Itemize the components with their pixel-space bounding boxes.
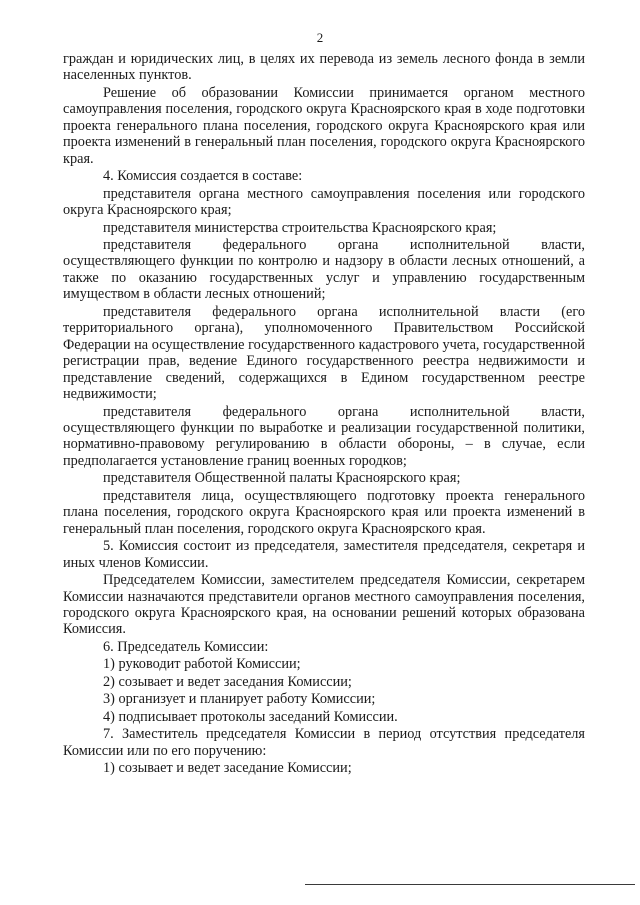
paragraph: 5. Комиссия состоит из председателя, заместителя председателя, секретаря и иных членов Комиссии. bbox=[63, 538, 585, 571]
paragraph: представителя министерства строительства Красноярского края; bbox=[103, 219, 497, 236]
paragraph: 4. Комиссия создается в составе: bbox=[103, 168, 303, 185]
paragraph: представителя федерального органа исполнительной власти, осуществляющего функции по контролю и надзору в области лесных отношений, а также по оказанию государственных услуг и управлению государственным имуществом в области лесных отношений; bbox=[63, 236, 585, 303]
list-item: 6. Председатель Комиссии: bbox=[103, 638, 269, 655]
paragraph: представителя органа местного самоуправления поселения или городского округа Красноярского края; bbox=[63, 185, 585, 219]
list-item: 4) подписывает протоколы заседаний Комиссии. bbox=[103, 708, 398, 725]
document-body bbox=[63, 51, 585, 776]
page-number: 2 bbox=[316, 30, 324, 45]
footer-rule bbox=[305, 884, 635, 885]
paragraph: Решение об образовании Комиссии принимается органом местного самоуправления поселения, городского округа Красноярского края в ходе подготовки проекта генерального плана поселения, городского округа Красноярского края или проекта изменений в генеральный план поселения, городского округа Красноярского края. bbox=[63, 84, 585, 167]
list-item: 2) созывает и ведет заседания Комиссии; bbox=[103, 673, 352, 690]
paragraph: представителя лица, осуществляющего подготовку проекта генерального плана поселения, городского округа Красноярского края или проекта изменений в генеральный план поселения, городского округа Красноярского края. bbox=[63, 487, 585, 537]
paragraph: представителя федерального органа исполнительной власти, осуществляющего функции по выработке и реализации государственной политики, нормативно-правовому регулированию в области обороны, – в случае, если предполагается установление границ военных городков; bbox=[63, 403, 585, 469]
paragraph: 7. Заместитель председателя Комиссии в период отсутствия председателя Комиссии или по его поручению: bbox=[63, 726, 585, 759]
list-item: 3) организует и планирует работу Комиссии; bbox=[103, 691, 376, 708]
list-item: 1) созывает и ведет заседание Комиссии; bbox=[103, 760, 352, 777]
paragraph: представителя федерального органа исполнительной власти (его территориального органа), уполномоченного Правительством Российской Федерации на осуществление государственного кадастрового учета, государственной регистрации прав, ведение Единого государственного реестра недвижимости и представление сведений, содержащихся в Едином государственном реестре недвижимости; bbox=[63, 303, 585, 403]
paragraph: граждан и юридических лиц, в целях их перевода из земель лесного фонда в земли населенных пунктов. bbox=[63, 51, 585, 84]
paragraph: Председателем Комиссии, заместителем председателя Комиссии, секретарем Комиссии назначаются представители органов местного самоуправления поселения, городского округа Красноярского края, на основании решений которых образована Комиссия. bbox=[63, 572, 585, 638]
paragraph: представителя Общественной палаты Красноярского края; bbox=[103, 470, 461, 487]
list-item: 1) руководит работой Комиссии; bbox=[103, 656, 301, 673]
